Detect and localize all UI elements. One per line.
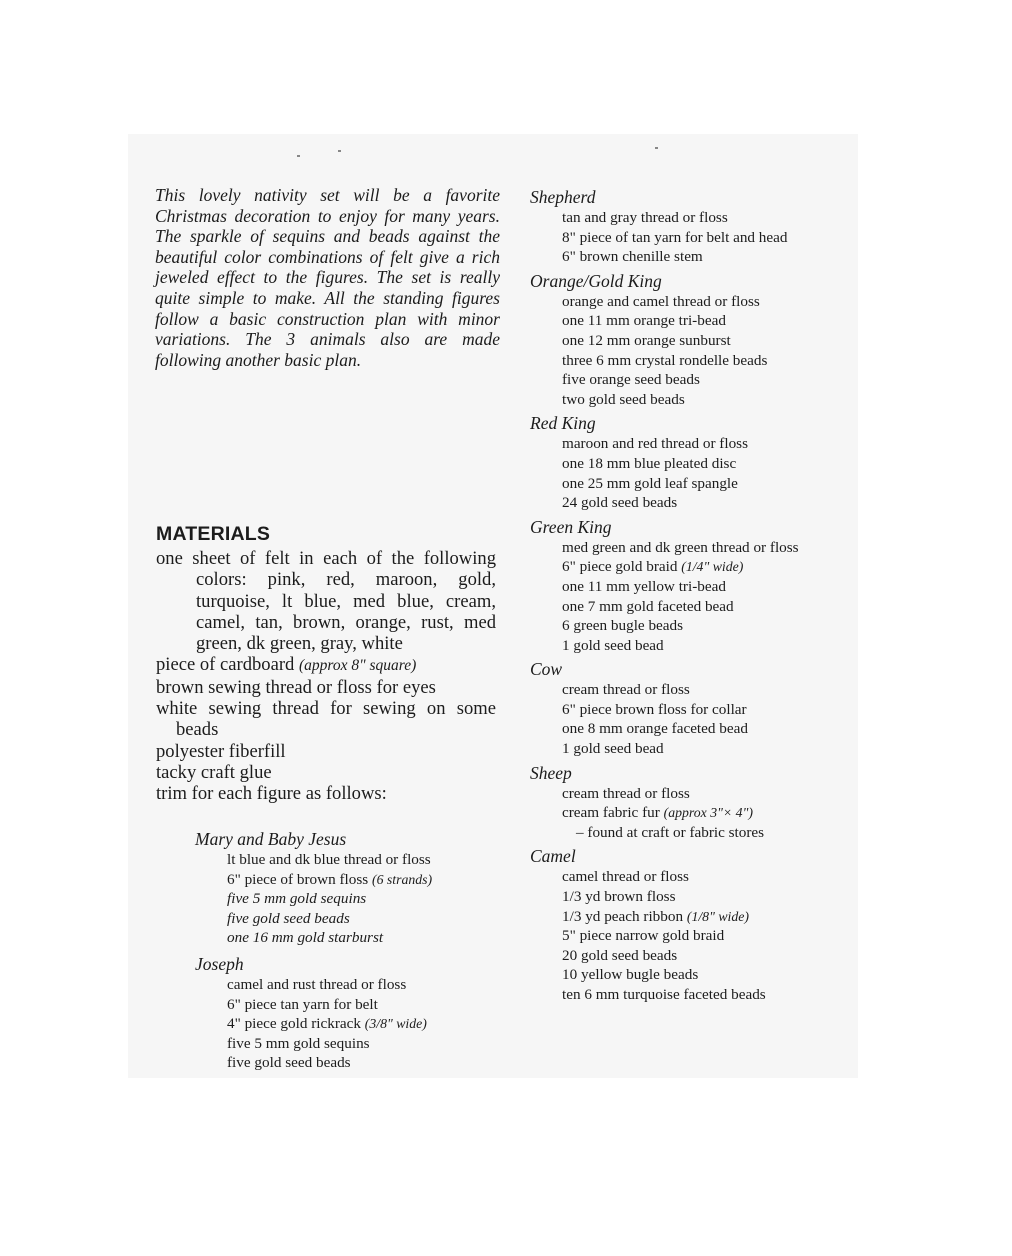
list-item: 8" piece of tan yarn for belt and head bbox=[562, 228, 788, 246]
list-item: one 16 mm gold starburst bbox=[227, 929, 384, 947]
list-item: tan and gray thread or floss bbox=[562, 209, 728, 226]
figure-camel bbox=[530, 846, 840, 1004]
figure-items bbox=[530, 680, 840, 758]
list-item: 24 gold seed beads bbox=[562, 494, 678, 512]
list-item: two gold seed beads bbox=[562, 390, 685, 408]
figure-sheep bbox=[530, 763, 840, 843]
intro-text: This lovely nativity set will be a favorite Christmas decoration to enjoy for many years. The sparkle of sequins and beads against the beautiful color combinations of felt give a rich jeweled effect to the figures. The set is really quite simple to make. All the standing figures follow a basic construction plan with minor variations. The 3 animals also are made following another basic plan. bbox=[155, 185, 500, 370]
figure-items bbox=[530, 538, 840, 656]
list-item: 6" piece tan yarn for belt bbox=[227, 995, 378, 1013]
list-item: cream thread or floss bbox=[562, 784, 690, 802]
list-item: one 25 mm gold leaf spangle bbox=[562, 474, 738, 492]
list-item: 4" piece gold rickrack (3/8" wide) bbox=[227, 1015, 427, 1033]
material-item: trim for each figure as follows: bbox=[156, 783, 387, 805]
figure-title: Cow bbox=[530, 659, 563, 680]
list-item: 1 gold seed bead bbox=[562, 636, 664, 654]
list-item: 6 green bugle beads bbox=[562, 617, 684, 635]
figure-joseph bbox=[195, 954, 495, 1073]
figure-title: Camel bbox=[530, 846, 576, 867]
list-item: – found at craft or fabric stores bbox=[576, 823, 765, 841]
material-item: one sheet of felt in each of the following colors: pink, red, maroon, gold, turquoise, lt blue, med blue, cream, camel, tan, brown, orange, rust, med green, dk green, gray, white bbox=[156, 548, 496, 655]
list-item: camel thread or floss bbox=[562, 868, 689, 886]
figure-items bbox=[195, 975, 495, 1073]
list-item: cream fabric fur (approx 3"× 4") bbox=[562, 804, 753, 822]
list-item: 6" piece of brown floss (6 strands) bbox=[227, 870, 433, 888]
figure-red-king bbox=[530, 413, 840, 512]
figure-cow bbox=[530, 659, 840, 758]
list-item: one 8 mm orange faceted bead bbox=[562, 720, 748, 738]
figure-mary bbox=[195, 829, 495, 948]
list-item: med green and dk green thread or floss bbox=[562, 538, 799, 556]
intro-block bbox=[155, 185, 500, 370]
figure-orange-king bbox=[530, 271, 840, 410]
materials-heading: MATERIALS bbox=[156, 523, 271, 545]
speck bbox=[297, 155, 300, 157]
figure-shepherd bbox=[530, 187, 840, 267]
figure-items bbox=[195, 850, 495, 948]
list-item: five gold seed beads bbox=[227, 909, 350, 927]
list-item: three 6 mm crystal rondelle beads bbox=[562, 351, 768, 369]
figure-title: Red King bbox=[530, 413, 596, 434]
material-item: tacky craft glue bbox=[156, 761, 272, 783]
list-item: five gold seed beads bbox=[227, 1054, 351, 1072]
right-column bbox=[530, 187, 840, 1009]
material-item: brown sewing thread or floss for eyes bbox=[156, 676, 436, 698]
list-item: orange and camel thread or floss bbox=[562, 292, 760, 310]
list-item: 6" piece brown floss for collar bbox=[562, 700, 747, 718]
figure-items bbox=[530, 784, 840, 843]
figure-title: Mary and Baby Jesus bbox=[195, 829, 347, 849]
list-item: 10 yellow bugle beads bbox=[562, 966, 699, 984]
speck bbox=[655, 147, 658, 149]
list-item: one 7 mm gold faceted bead bbox=[562, 597, 734, 615]
list-item: one 18 mm blue pleated disc bbox=[562, 454, 737, 472]
figure-title: Joseph bbox=[195, 954, 244, 974]
list-item: ten 6 mm turquoise faceted beads bbox=[562, 986, 766, 1003]
material-item: white sewing thread for sewing on some beads bbox=[156, 698, 496, 741]
list-item: 1 gold seed bead bbox=[562, 740, 664, 758]
figure-green-king bbox=[530, 517, 840, 656]
list-item: 20 gold seed beads bbox=[562, 946, 678, 964]
list-item: five 5 mm gold sequins bbox=[227, 1034, 370, 1052]
list-item: cream thread or floss bbox=[562, 681, 690, 699]
list-item: 1/3 yd peach ribbon (1/8" wide) bbox=[562, 907, 749, 925]
figure-items bbox=[530, 292, 840, 410]
figure-items bbox=[530, 208, 840, 267]
list-item: lt blue and dk blue thread or floss bbox=[227, 851, 431, 868]
list-item: camel and rust thread or floss bbox=[227, 976, 407, 993]
speck bbox=[338, 150, 341, 152]
figure-title: Sheep bbox=[530, 762, 572, 783]
list-item: one 11 mm orange tri-bead bbox=[562, 312, 726, 330]
list-item: one 12 mm orange sunburst bbox=[562, 331, 731, 349]
list-item: one 11 mm yellow tri-bead bbox=[562, 577, 726, 595]
list-item: five 5 mm gold sequins bbox=[227, 890, 367, 908]
list-item: 6" brown chenille stem bbox=[562, 248, 703, 266]
figure-title: Orange/Gold King bbox=[530, 270, 662, 291]
figure-items bbox=[530, 867, 840, 1004]
list-item: 6" piece gold braid (1/4" wide) bbox=[562, 558, 744, 576]
material-item: piece of cardboard (approx 8" square) bbox=[156, 654, 417, 676]
materials-list bbox=[156, 548, 496, 805]
figure-title: Green King bbox=[530, 516, 612, 537]
list-item: five orange seed beads bbox=[562, 371, 700, 389]
list-item: maroon and red thread or floss bbox=[562, 435, 748, 453]
figure-title: Shepherd bbox=[530, 187, 596, 207]
list-item: 1/3 yd brown floss bbox=[562, 888, 676, 906]
material-item: polyester fiberfill bbox=[156, 740, 286, 762]
list-item: 5" piece narrow gold braid bbox=[562, 927, 725, 945]
figure-items bbox=[530, 434, 840, 512]
